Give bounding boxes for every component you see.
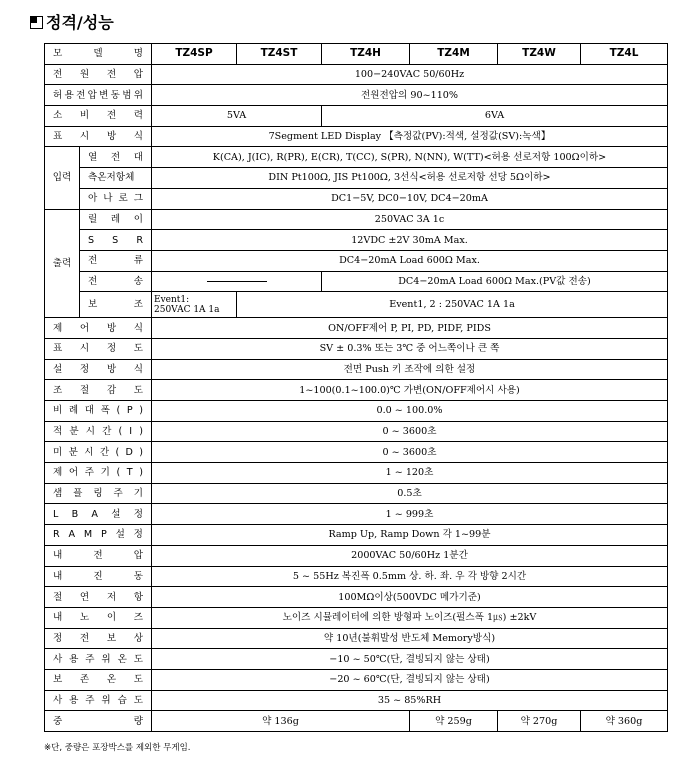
row-label [45,587,152,608]
spread-label-text: 아 나 로 그 [88,193,143,205]
spread-label-text: 비 례 대 폭 ( P ) [53,405,143,417]
control-period-value: 1 ~ 120초 [152,463,668,484]
row-label [45,649,152,670]
model-tz4sp: TZ4SP [152,44,237,65]
row-label [45,711,152,732]
display-accuracy-value: SV ± 0.3% 또는 3℃ 중 어느쪽이나 큰 쪽 [152,338,668,359]
row-label [45,669,152,690]
spread-label-text: 정 전 보 상 [53,632,143,644]
rtd-value: DIN Pt100Ω, JIS Pt100Ω, 3선식<허용 선로저항 선당 5Ω이하> [152,168,668,189]
relay-value: 250VAC 3A 1c [152,209,668,230]
spread-label-text: 적 분 시 간 ( I ) [53,426,143,438]
weight-tz4l: 약 360g [581,711,668,732]
vibration-value: 5 ~ 55Hz 복진폭 0.5mm 상. 하. 좌. 우 각 방향 2시간 [152,566,668,587]
spread-label-text: 모 델 명 [53,48,143,60]
spread-label-text: 제 어 방 식 [53,322,143,334]
power-consumption-5va: 5VA [152,106,322,127]
row-label [45,106,152,127]
dielectric-value: 2000VAC 50/60Hz 1분간 [152,545,668,566]
thermocouple-value: K(CA), J(IC), R(PR), E(CR), T(CC), S(PR), N(NN), W(TT)<허용 선로저항 100Ω이하> [152,147,668,168]
analog-value: DC1−5V, DC0−10V, DC4−20mA [152,188,668,209]
spread-label-text: 사 용 주 위 온 도 [53,653,143,665]
output-group-label: 출력 [45,209,80,318]
row-label [45,566,152,587]
row-label [45,525,152,546]
ssr-value: 12VDC ±2V 30mA Max. [152,230,668,251]
weight-tz4w: 약 270g [498,711,581,732]
spread-label-text: S S R [88,234,143,246]
row-label [45,690,152,711]
model-label [45,44,152,65]
row-label [45,607,152,628]
row-label [45,126,152,147]
spread-label-text: 열 전 대 [88,151,143,163]
spread-label-text: 전 원 전 압 [53,69,143,81]
display-value: 7Segment LED Display 【측정값(PV):적색, 설정값(SV):녹색】 [152,126,668,147]
spread-label-text: 절 연 저 항 [53,591,143,603]
setting-method-value: 전면 Push 키 조작에 의한 설정 [152,359,668,380]
spread-label-text: 보 조 [88,299,143,311]
row-label [80,230,152,251]
row-label [45,463,152,484]
spread-label-text: L B A 설 정 [53,508,143,520]
spread-label-text: 내 진 동 [53,570,143,582]
spec-table [44,43,668,732]
model-tz4h: TZ4H [322,44,410,65]
row-label [45,483,152,504]
spread-label-text: 중 량 [53,715,143,727]
ramp-value: Ramp Up, Ramp Down 각 1~99분 [152,525,668,546]
transmission-value: DC4−20mA Load 600Ω Max.(PV값 전송) [322,271,668,292]
spread-label-text: 표 시 방 식 [53,131,143,143]
spread-label-text: 전 송 [88,275,143,287]
power-voltage-value: 100−240VAC 50/60Hz [152,64,668,85]
sampling-value: 0.5초 [152,483,668,504]
spread-label-text: 내 노 이 즈 [53,612,143,624]
input-group-label: 입력 [45,147,80,209]
ambient-temp-value: −10 ~ 50℃(단, 결빙되지 않는 상태) [152,649,668,670]
row-label [45,85,152,106]
aux-event1-value: Event1: 250VAC 1A 1a [152,292,237,318]
spread-label-text: 조 절 감 도 [53,384,143,396]
row-label [80,188,152,209]
proportional-value: 0.0 ~ 100.0% [152,401,668,422]
spread-label-text: 설 정 방 식 [53,363,143,375]
row-label [45,401,152,422]
model-tz4w: TZ4W [498,44,581,65]
derivative-value: 0 ~ 3600초 [152,442,668,463]
row-label [45,338,152,359]
aux-event12-value: Event1, 2 : 250VAC 1A 1a [237,292,668,318]
allowable-voltage-value: 전원전압의 90~110% [152,85,668,106]
lba-value: 1 ~ 999초 [152,504,668,525]
row-label [80,147,152,168]
memory-value: 약 10년(불휘발성 반도체 Memory방식) [152,628,668,649]
sensitivity-value: 1~100(0.1~100.0)℃ 가변(ON/OFF제어시 사용) [152,380,668,401]
row-label [80,209,152,230]
transmission-na [152,271,322,292]
row-label [45,318,152,339]
row-label [80,250,152,271]
row-label [45,628,152,649]
row-label [45,442,152,463]
row-label [45,545,152,566]
weight-tz4m: 약 259g [410,711,498,732]
row-label [45,64,152,85]
spread-label-text: 제 어 주 기 ( T ) [53,467,143,479]
square-bullet-icon [30,16,43,29]
row-label [45,380,152,401]
integral-value: 0 ~ 3600초 [152,421,668,442]
model-tz4m: TZ4M [410,44,498,65]
humidity-value: 35 ~ 85%RH [152,690,668,711]
section-title-text: 정격/성능 [46,13,114,32]
control-method-value: ON/OFF제어 P, PI, PD, PIDF, PIDS [152,318,668,339]
not-applicable-dash [207,281,267,282]
spread-label-text: 보 존 온 도 [53,674,143,686]
power-consumption-6va: 6VA [322,106,668,127]
spread-label-text: 샘 플 링 주 기 [53,488,143,500]
footnote: ※단, 중량은 포장박스를 제외한 무게임. [44,743,191,753]
section-title [30,10,114,33]
spread-label-text: 미 분 시 간 ( D ) [53,446,143,458]
row-label [45,421,152,442]
model-tz4st: TZ4ST [237,44,322,65]
weight-tz4sp: 약 136g [152,711,410,732]
spread-label-text: R A M P 설 정 [53,529,143,541]
spread-label-text: 전 류 [88,255,143,267]
row-label [45,359,152,380]
model-tz4l: TZ4L [581,44,668,65]
spread-label-text: 허 용 전 압 변 동 범 위 [53,89,143,101]
rtd-label: 측온저항체 [80,168,152,189]
storage-temp-value: −20 ~ 60℃(단, 결빙되지 않는 상태) [152,669,668,690]
spread-label-text: 릴 레 이 [88,213,143,225]
row-label [45,504,152,525]
noise-value: 노이즈 시뮬레이터에 의한 방형파 노이즈(펄스폭 1㎲) ±2kV [152,607,668,628]
current-value: DC4−20mA Load 600Ω Max. [152,250,668,271]
insulation-value: 100MΩ이상(500VDC 메가기준) [152,587,668,608]
spread-label-text: 소 비 전 력 [53,110,143,122]
spread-label-text: 내 전 압 [53,550,143,562]
spread-label-text: 사 용 주 위 습 도 [53,694,143,706]
row-label [80,292,152,318]
header-row [45,44,668,65]
row-label [80,271,152,292]
spread-label-text: 표 시 정 도 [53,343,143,355]
